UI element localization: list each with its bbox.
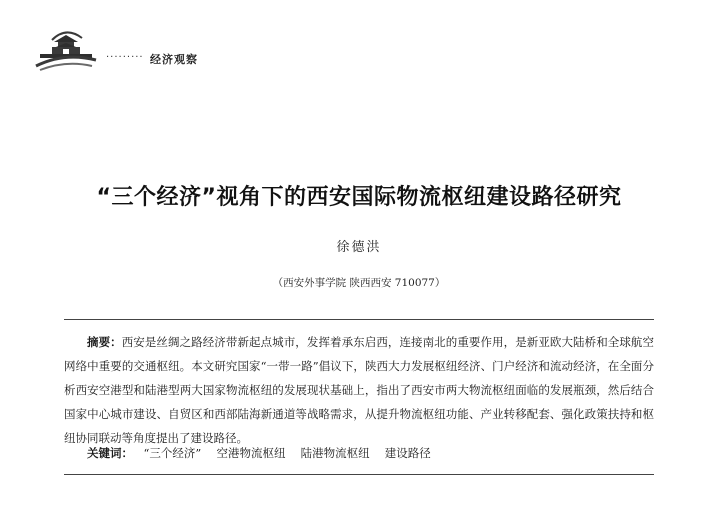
abstract-bottom-rule xyxy=(64,474,654,475)
header-dots: ········· xyxy=(106,52,144,63)
keyword: 空港物流枢纽 xyxy=(216,446,286,460)
author-affiliation: （西安外事学院 陕西西安 710077） xyxy=(272,277,446,289)
keywords-list xyxy=(144,446,443,460)
abstract-block xyxy=(64,330,654,450)
keywords-label: 关键词： xyxy=(87,446,133,460)
section-name: 经济观察 xyxy=(150,53,198,66)
abstract-label: 摘要： xyxy=(87,335,122,349)
city-gate-logo-icon xyxy=(34,22,98,72)
keywords-block xyxy=(64,441,654,465)
article-title: “三个经济”视角下的西安国际物流枢纽建设路径研究 xyxy=(96,185,622,210)
abstract-top-rule xyxy=(64,319,654,320)
abstract-text: 西安是丝绸之路经济带新起点城市，发挥着承东启西，连接南北的重要作用，是新亚欧大陆桥和全球航空网络中重要的交通枢纽。本文研究国家“一带一路”倡议下，陕西大力发展枢纽经济、门户经济和流动经济，在全面分析西安空港型和陆港型两大国家物流枢纽的发展现状基础上，指出了西安市两大物流枢纽面临的发展瓶颈，然后结合国家中心城市建设、自贸区和西部陆海新通道等战略需求，从提升物流枢纽功能、产业转移配套、强化政策扶持和枢纽协同联动等角度提出了建设路径。 xyxy=(64,335,654,445)
keyword: 建设路径 xyxy=(384,446,431,460)
page-header xyxy=(34,22,714,82)
keyword: 陆港物流枢纽 xyxy=(300,446,370,460)
article-author: 徐德洪 xyxy=(336,240,382,255)
keyword: “三个经济” xyxy=(143,446,202,460)
